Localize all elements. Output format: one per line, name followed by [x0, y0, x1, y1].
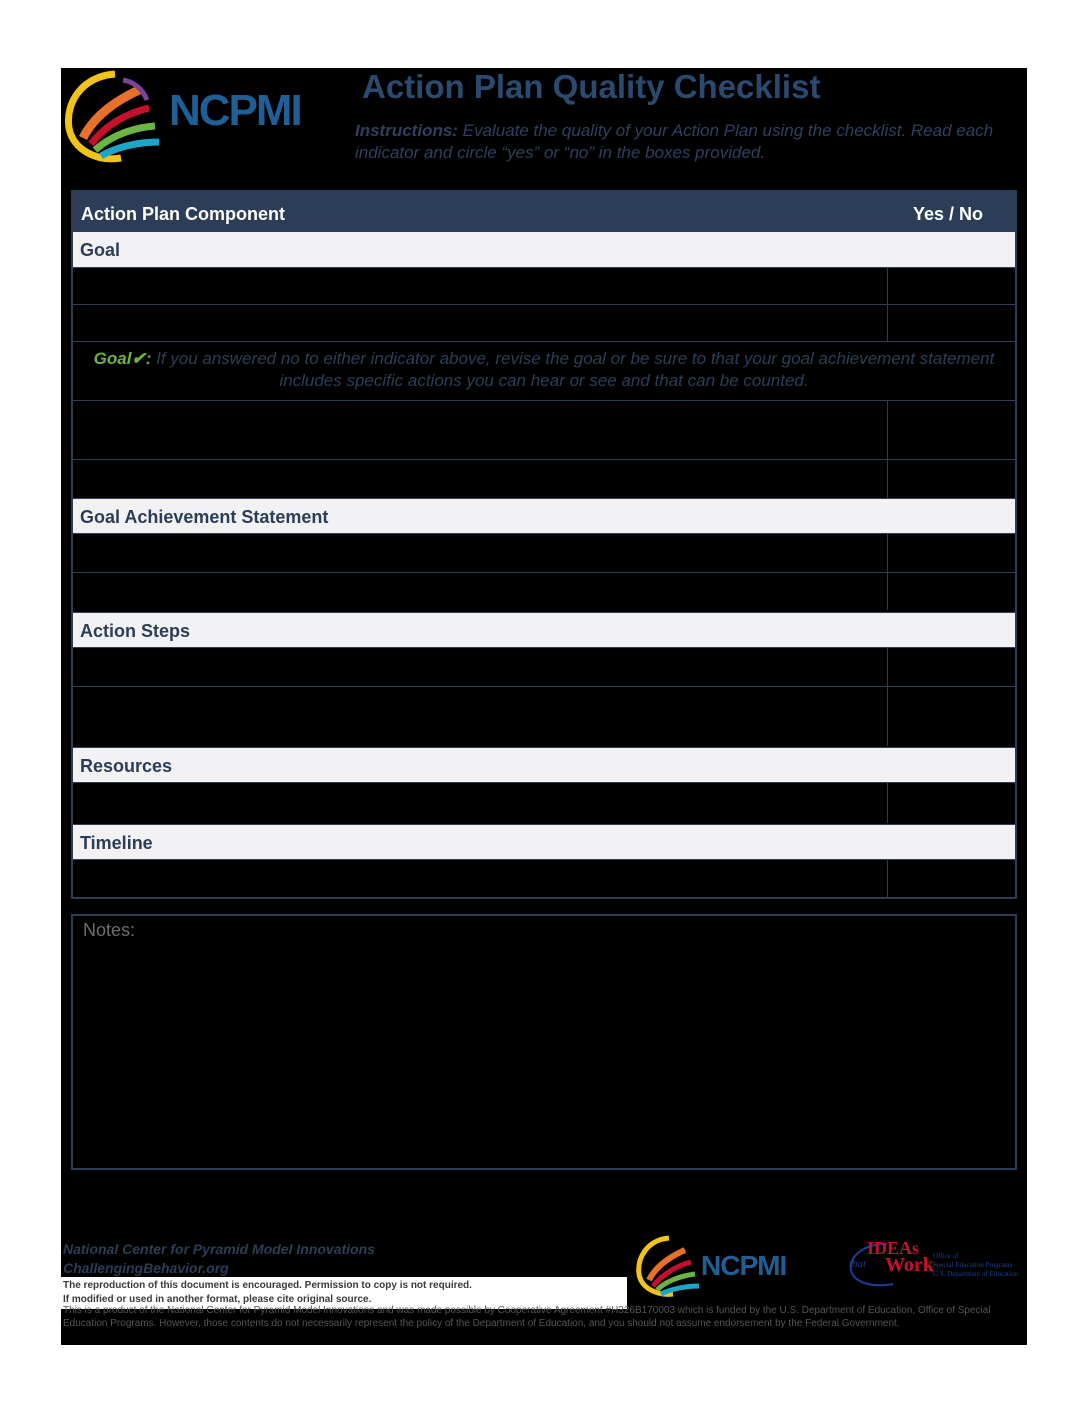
column-component: Action Plan Component	[81, 204, 285, 224]
yes-no-divider	[887, 783, 888, 823]
that-word: that	[849, 1258, 867, 1270]
goal-note	[73, 342, 1015, 400]
yes-no-divider	[887, 534, 888, 610]
instructions	[355, 120, 1025, 164]
yes-no-divider	[887, 860, 888, 897]
section-goal-label: Goal	[80, 240, 121, 260]
osep-line3: U.S. Department of Education	[933, 1270, 1018, 1278]
footer-disclaimer: This is a product of the National Center for Pyramid Model Innovations and was made possible by Cooperative Agreement #H326B170003 which is funded by the U.S. Department of Education, Office of Special Education Programs. However, those contents do not necessarily represent the policy of the Department of Education, and you should not assume endorsement by the Federal Government.	[63, 1305, 991, 1329]
ideas-word: IDEAs	[867, 1238, 920, 1258]
footer-repro	[63, 1279, 472, 1307]
row-divider	[73, 686, 1015, 687]
osep-text	[933, 1252, 1018, 1279]
checklist-table	[71, 190, 1017, 899]
section-resources-label: Resources	[80, 756, 173, 776]
row-divider	[73, 459, 1015, 460]
goal-note-lead: Goal✔:	[93, 349, 152, 368]
section-action-steps	[73, 612, 1015, 648]
section-action-steps-label: Action Steps	[80, 621, 191, 641]
yes-no-divider	[887, 648, 888, 746]
instructions-lead: Instructions:	[355, 121, 458, 140]
section-goal	[73, 232, 1015, 268]
work-word: Work	[885, 1254, 934, 1276]
section-goal-achievement	[73, 498, 1015, 534]
table-header	[73, 192, 1015, 232]
footer-org-name: National Center for Pyramid Model Innovations	[63, 1241, 375, 1257]
logo-wordmark: NCPMI	[169, 86, 301, 135]
osep-line2: Special Education Programs	[933, 1261, 1013, 1269]
column-yes-no: Yes / No	[913, 204, 984, 224]
section-timeline	[73, 824, 1015, 860]
ideas-that-work-logo	[847, 1238, 1027, 1290]
document-page	[61, 68, 1027, 1345]
row-divider	[73, 572, 1015, 573]
footer-logo-wordmark: NCPMI	[701, 1250, 787, 1281]
yes-no-divider	[887, 400, 888, 498]
notes-box[interactable]	[71, 914, 1017, 1170]
instructions-text: Evaluate the quality of your Action Plan using the checklist. Read each indicator and circle “yes” or “no” in the boxes provided.	[355, 121, 994, 162]
notes-label: Notes:	[83, 920, 136, 940]
goal-note-text: If you answered no to either indicator above, revise the goal or be sure to that your goal achievement statement includes specific actions you can hear or see and that can be counted.	[151, 349, 995, 390]
row-divider	[73, 400, 1015, 401]
footer-repro-line1: The reproduction of this document is encouraged. Permission to copy is not required.	[63, 1280, 472, 1291]
footer-org	[63, 1240, 375, 1278]
yes-no-divider	[887, 268, 888, 341]
section-timeline-label: Timeline	[80, 833, 153, 853]
section-resources	[73, 747, 1015, 783]
osep-line1: Office of	[933, 1252, 959, 1260]
footer-website[interactable]: ChallengingBehavior.org	[63, 1260, 229, 1276]
row-divider	[73, 304, 1015, 305]
footer-repro-line2: If modified or used in another format, please cite original source.	[63, 1294, 372, 1305]
page-title: Action Plan Quality Checklist	[362, 68, 821, 105]
section-goal-achievement-label: Goal Achievement Statement	[80, 507, 329, 527]
